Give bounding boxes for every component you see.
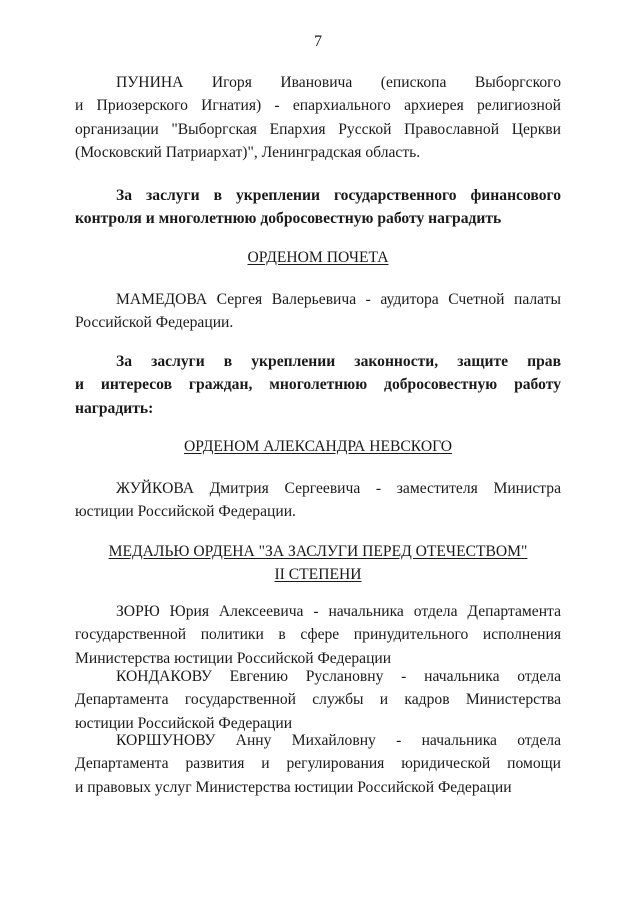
text-line: Министерства юстиции Российской Федерации bbox=[75, 649, 392, 667]
text-line: КОРШУНОВУ Анну Михайловну - начальника отдела bbox=[116, 732, 561, 749]
document-page bbox=[75, 0, 561, 905]
text-line: юстиции Российской Федерации bbox=[75, 714, 293, 732]
text-line: Российской Федерации. bbox=[75, 314, 234, 332]
text-line: Департамента развития и регулирования юридической помощи bbox=[75, 755, 561, 773]
text-line: МАМЕДОВА Сергея Валерьевича - аудитора Счетной палаты bbox=[116, 291, 561, 308]
text-line: За заслуги в укреплении государственного финансового bbox=[116, 187, 561, 204]
heading-text: ОРДЕНОМ ПОЧЕТА bbox=[247, 249, 389, 266]
text-line: За заслуги в укреплении законности, защите прав bbox=[116, 353, 561, 370]
text-line: КОНДАКОВУ Евгению Руслановну - начальника отдела bbox=[116, 668, 561, 685]
text-line: государственной политики в сфере принудительного исполнения bbox=[75, 626, 561, 644]
award-recipient-mamedov bbox=[75, 288, 561, 335]
page-number: 7 bbox=[314, 33, 322, 50]
text-line: наградить: bbox=[75, 399, 154, 417]
text-line: и правовых услуг Министерства юстиции Российской Федерации bbox=[75, 778, 512, 796]
text-line: ЗОРЮ Юрия Алексеевича - начальника отдела Департамента bbox=[116, 603, 561, 620]
award-heading-order-of-alexander-nevsky bbox=[75, 435, 561, 458]
award-recipient-kondakova bbox=[75, 665, 561, 735]
heading-text: II СТЕПЕНИ bbox=[274, 566, 362, 584]
award-heading-order-of-honour bbox=[75, 246, 561, 269]
heading-text: ОРДЕНОМ АЛЕКСАНДРА НЕВСКОГО bbox=[184, 438, 452, 455]
award-reason-legality bbox=[75, 350, 561, 420]
award-recipient-zorya bbox=[75, 600, 561, 670]
text-line: ЖУЙКОВА Дмитрия Сергеевича - заместителя Министра bbox=[116, 480, 561, 497]
award-recipient-korshunova bbox=[75, 729, 561, 799]
text-line: контроля и многолетнюю добросовестную работу наградить bbox=[75, 210, 502, 228]
text-line: ПУНИНА Игоря Ивановича (епископа Выборгского bbox=[116, 74, 561, 91]
text-line: и интересов граждан, многолетнюю добросовестную работу bbox=[75, 376, 561, 394]
text-line: Департамента государственной службы и кадров Министерства bbox=[75, 691, 561, 709]
award-recipient-zhuikov bbox=[75, 477, 561, 524]
heading-text: МЕДАЛЬЮ ОРДЕНА "ЗА ЗАСЛУГИ ПЕРЕД ОТЕЧЕСТВОМ" bbox=[108, 543, 528, 560]
text-line: (Московский Патриархат)", Ленинградская область. bbox=[75, 144, 421, 162]
award-reason-financial-control bbox=[75, 184, 561, 231]
text-line: юстиции Российской Федерации. bbox=[75, 503, 296, 521]
text-line: организации "Выборгская Епархия Русской Православной Церкви bbox=[75, 120, 561, 138]
award-heading-medal-merit-fatherland bbox=[75, 540, 561, 587]
award-recipient-punin bbox=[75, 71, 561, 165]
text-line: и Приозерского Игнатия) - епархиального архиерея религиозной bbox=[75, 97, 561, 115]
